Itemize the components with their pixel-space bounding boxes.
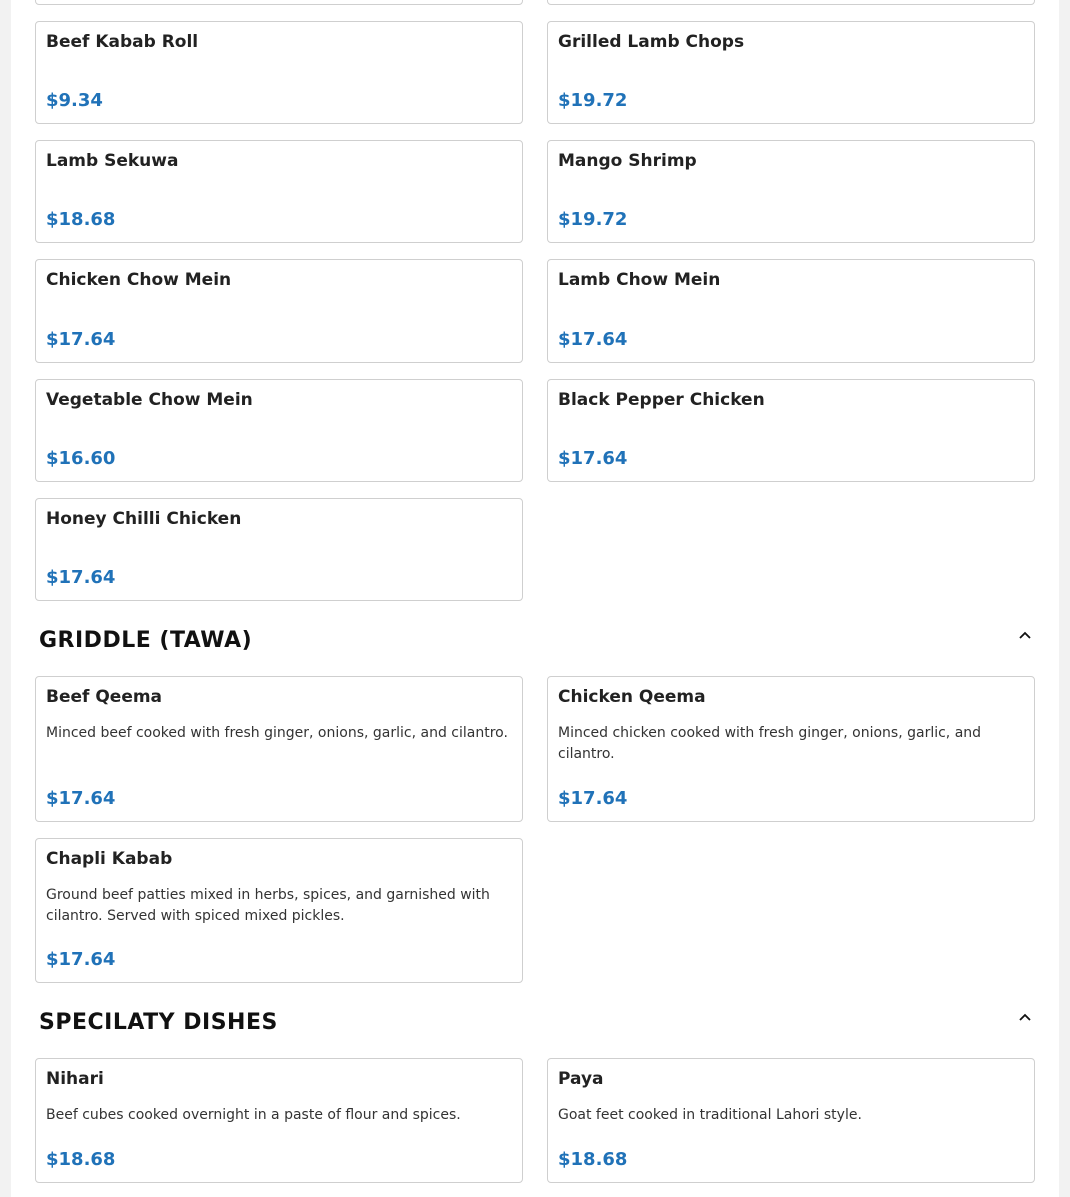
menu-item-price: $17.64 bbox=[558, 788, 628, 809]
menu-item-card[interactable] bbox=[35, 676, 523, 822]
menu-item-card[interactable] bbox=[35, 140, 523, 243]
menu-item-card-partial[interactable] bbox=[547, 0, 1035, 5]
menu-item-card[interactable] bbox=[35, 498, 523, 601]
menu-item-price: $17.64 bbox=[46, 329, 116, 350]
menu-item-price: $16.60 bbox=[46, 448, 116, 469]
menu-item-name: Chicken Qeema bbox=[558, 687, 706, 707]
menu-item-card[interactable] bbox=[35, 379, 523, 482]
section-title-specialty: SPECILATY DISHES bbox=[39, 1010, 278, 1035]
menu-item-description: Ground beef patties mixed in herbs, spices, and garnished with cilantro. Served with spiced mixed pickles. bbox=[46, 887, 490, 924]
menu-item-price: $17.64 bbox=[46, 949, 116, 970]
menu-item-name: Honey Chilli Chicken bbox=[46, 509, 242, 529]
menu-item-name: Nihari bbox=[46, 1069, 104, 1089]
menu-item-price: $19.72 bbox=[558, 90, 628, 111]
menu-item-name: Black Pepper Chicken bbox=[558, 390, 765, 410]
menu-item-card-partial[interactable] bbox=[35, 0, 523, 5]
menu-item-price: $17.64 bbox=[558, 329, 628, 350]
menu-item-description: Minced chicken cooked with fresh ginger, onions, garlic, and cilantro. bbox=[558, 725, 982, 762]
menu-item-name: Chicken Chow Mein bbox=[46, 270, 232, 290]
menu-item-name: Mango Shrimp bbox=[558, 151, 697, 171]
menu-item-price: $18.68 bbox=[558, 1149, 628, 1170]
menu-item-card[interactable] bbox=[547, 379, 1035, 482]
menu-item-description: Beef cubes cooked overnight in a paste of flour and spices. bbox=[46, 1107, 461, 1123]
menu-item-card[interactable] bbox=[35, 21, 523, 124]
menu-item-price: $17.64 bbox=[46, 788, 116, 809]
menu-item-name: Beef Kabab Roll bbox=[46, 32, 199, 52]
menu-item-name: Paya bbox=[558, 1069, 604, 1089]
menu-item-price: $9.34 bbox=[46, 90, 103, 111]
menu-item-card[interactable] bbox=[547, 140, 1035, 243]
menu-item-name: Beef Qeema bbox=[46, 687, 163, 707]
menu-item-price: $18.68 bbox=[46, 1149, 116, 1170]
menu-item-price: $18.68 bbox=[46, 209, 116, 230]
menu-item-card[interactable] bbox=[35, 1058, 523, 1183]
menu-item-name: Grilled Lamb Chops bbox=[558, 32, 745, 52]
menu-item-name: Lamb Sekuwa bbox=[46, 151, 179, 171]
menu-item-card[interactable] bbox=[547, 259, 1035, 363]
menu-item-price: $19.72 bbox=[558, 209, 628, 230]
chevron-up-icon[interactable] bbox=[1017, 1009, 1033, 1025]
menu-item-card[interactable] bbox=[547, 21, 1035, 124]
menu-item-name: Lamb Chow Mein bbox=[558, 270, 721, 290]
menu-item-price: $17.64 bbox=[558, 448, 628, 469]
menu-item-description: Minced beef cooked with fresh ginger, onions, garlic, and cilantro. bbox=[46, 725, 508, 741]
menu-page bbox=[11, 0, 1059, 1197]
menu-item-card[interactable] bbox=[35, 838, 523, 983]
chevron-up-icon[interactable] bbox=[1017, 627, 1033, 643]
section-title-griddle: GRIDDLE (TAWA) bbox=[39, 628, 253, 653]
menu-item-name: Chapli Kabab bbox=[46, 849, 173, 869]
menu-item-name: Vegetable Chow Mein bbox=[46, 390, 253, 410]
menu-item-card[interactable] bbox=[547, 1058, 1035, 1183]
menu-item-card[interactable] bbox=[35, 259, 523, 363]
menu-item-price: $17.64 bbox=[46, 567, 116, 588]
menu-item-card[interactable] bbox=[547, 676, 1035, 822]
menu-item-description: Goat feet cooked in traditional Lahori style. bbox=[558, 1107, 862, 1123]
